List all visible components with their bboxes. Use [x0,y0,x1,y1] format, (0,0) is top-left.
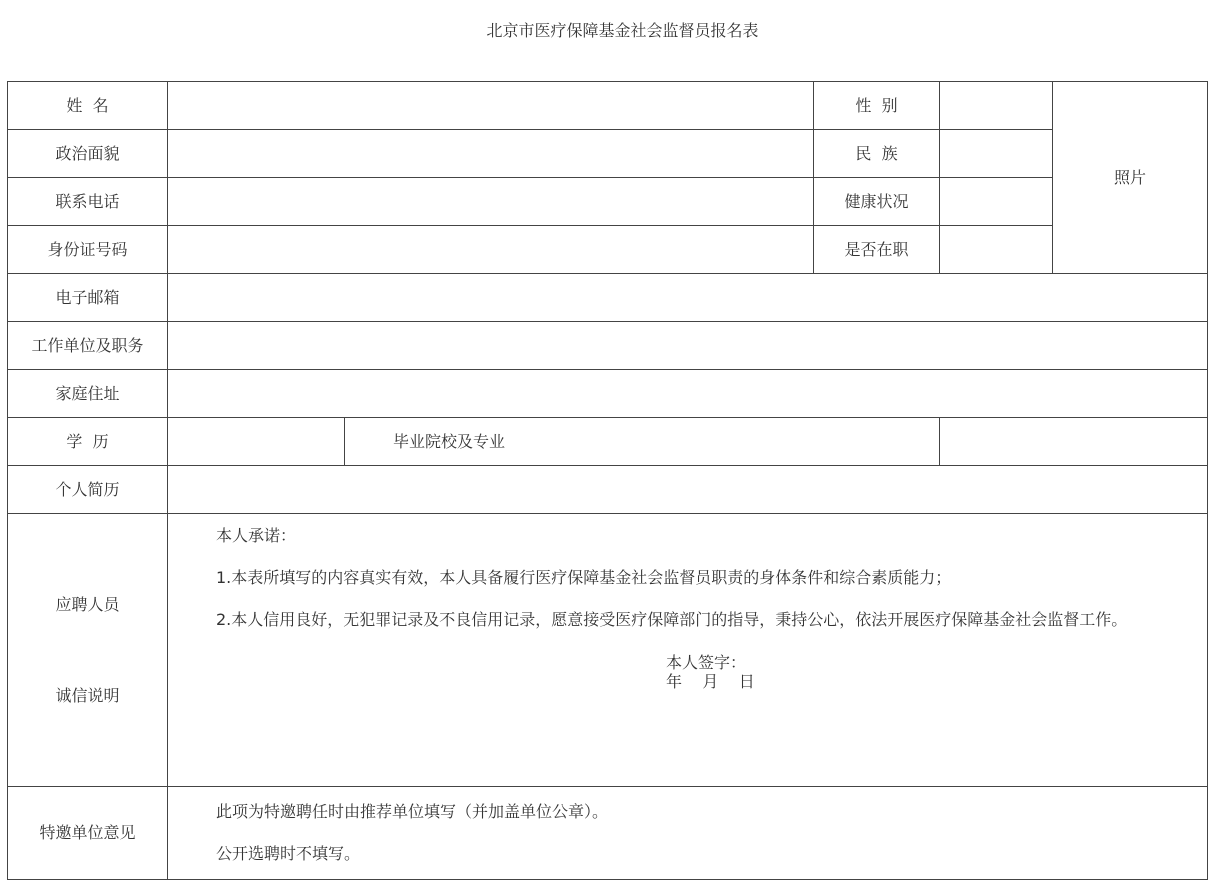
email-field[interactable] [168,274,1208,322]
health-field[interactable] [940,178,1053,226]
gender-field[interactable] [940,82,1053,130]
special-line-1: 此项为特邀聘任时由推荐单位填写（并加盖单位公章）。 [216,802,609,821]
address-field[interactable] [168,370,1208,418]
label-special-opinion: 特邀单位意见 [8,787,168,880]
work-unit-field[interactable] [168,322,1208,370]
pledge-content [168,514,1208,787]
pledge-item-2: 2.本人信用良好，无犯罪记录及不良信用记录，愿意接受医疗保障部门的指导，秉持公心，依法开展医疗保障基金社会监督工作。 [216,610,1128,630]
phone-field[interactable] [168,178,814,226]
label-gender: 性 别 [814,82,940,130]
resume-field[interactable] [168,466,1208,514]
label-id-number: 身份证号码 [8,226,168,274]
photo-box[interactable]: 照片 [1053,82,1208,274]
label-address: 家庭住址 [8,370,168,418]
political-field[interactable] [168,130,814,178]
label-school-major: 毕业院校及专业 [345,418,940,466]
registration-form-table [7,81,1208,880]
label-employed: 是否在职 [814,226,940,274]
special-line-2: 公开选聘时不填写。 [216,844,361,864]
ethnicity-field[interactable] [940,130,1053,178]
education-field[interactable] [168,418,345,466]
label-health: 健康状况 [814,178,940,226]
school-major-field[interactable] [940,418,1208,466]
label-political: 政治面貌 [8,130,168,178]
pledge-item-1: 1.本表所填写的内容真实有效，本人具备履行医疗保障基金社会监督员职责的身体条件和综合素质能力； [216,568,952,588]
signature-label: 本人签字： [666,652,747,672]
id-number-field[interactable] [168,226,814,274]
special-opinion-content[interactable] [168,787,1208,880]
name-field[interactable] [168,82,814,130]
label-education: 学 历 [8,418,168,466]
pledge-heading: 本人承诺： [216,526,297,545]
pledge-label-line-2: 诚信说明 [55,685,120,705]
label-ethnicity: 民 族 [814,130,940,178]
label-phone: 联系电话 [8,178,168,226]
label-pledge [8,514,168,787]
label-name: 姓 名 [8,82,168,130]
pledge-label-line-1: 应聘人员 [55,595,120,615]
label-work-unit: 工作单位及职务 [8,322,168,370]
label-resume: 个人简历 [8,466,168,514]
label-email: 电子邮箱 [8,274,168,322]
page-title: 北京市医疗保障基金社会监督员报名表 [486,21,759,40]
date-label: 年 月 日 [666,671,755,691]
employed-field[interactable] [940,226,1053,274]
